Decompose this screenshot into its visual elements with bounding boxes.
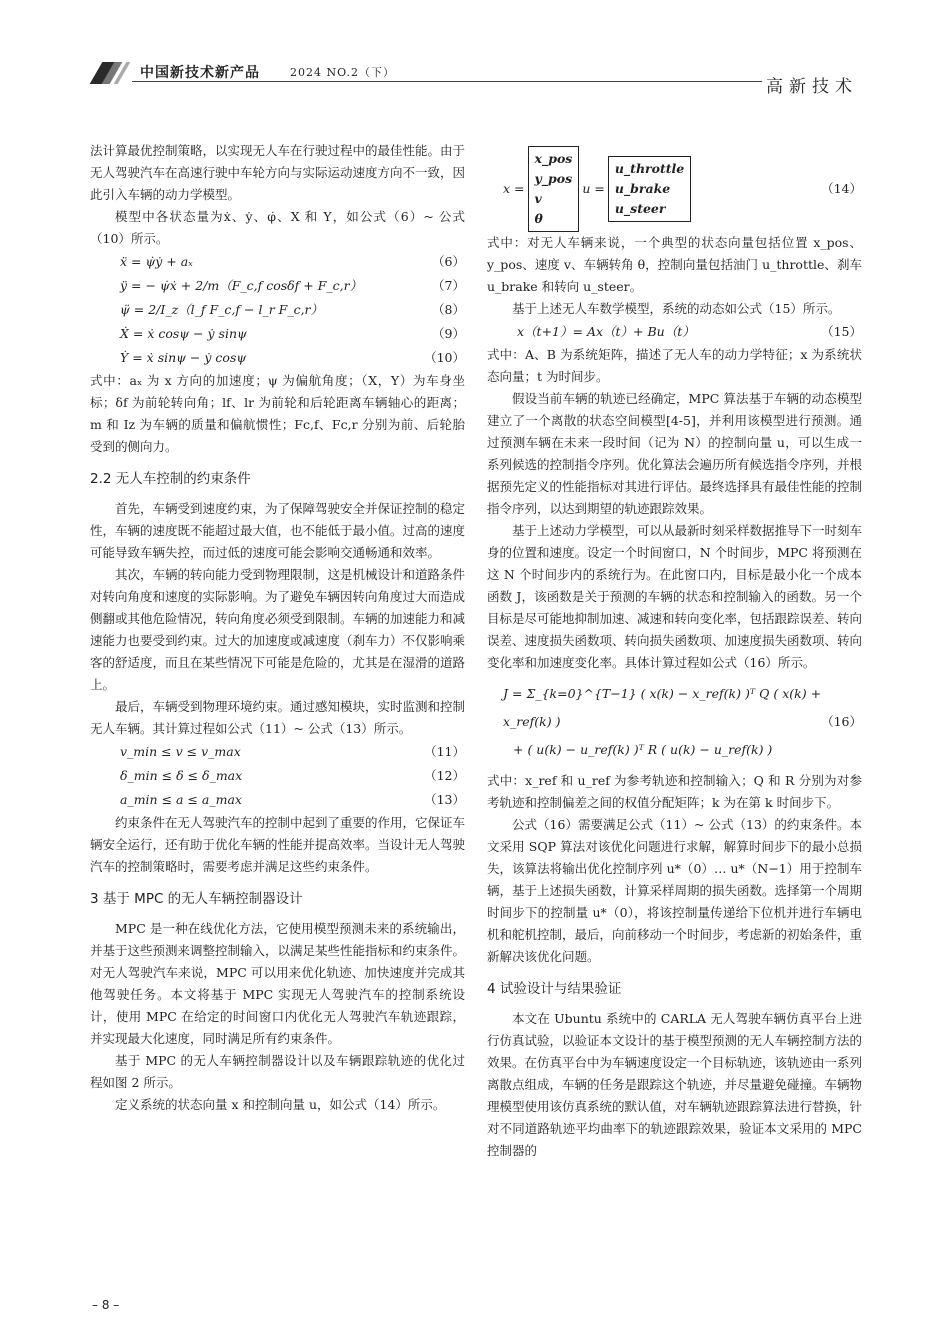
paragraph: 式中：对无人车辆来说，一个典型的状态向量包括位置 x_pos、y_pos、速度 v、车辆转角 θ，控制向量包括油门 u_throttle、刹车 u_brake 和转向 u_steer。 bbox=[487, 235, 862, 294]
equation-11: v_min ≤ v ≤ v_max （11） bbox=[120, 744, 465, 759]
paragraph: 约束条件在无人驾驶汽车的控制中起到了重要的作用，它保证车辆安全运行，还有助于优化车辆的性能并提高效率。当设计无人驾驶汽车的控制策略时，需要考虑并满足这些约束条件。 bbox=[90, 815, 466, 874]
page-header bbox=[0, 0, 950, 100]
paragraph: 式中：x_ref 和 u_ref 为参考轨迹和控制输入；Q 和 R 分别为对参考轨迹和控制偏差之间的权值分配矩阵；k 为在第 k 时间步下。 bbox=[487, 773, 862, 810]
equation-number: （16） bbox=[821, 714, 862, 729]
paragraph: 其次，车辆的转向能力受到物理限制，这是机械设计和道路条件对转向角度和速度的实际影响。为了避免车辆因转向角度过大而造成侧翻或其他危险情况，转向角度必须受到限制。车辆的加速能力和减速能力也要受到约束。过大的加速度或减速度（刹车力）不仅影响乘客的舒适度，而且在某些情况下可能是危险的，尤其是在湿滑的道路上。 bbox=[90, 567, 466, 692]
equation-12: δ_min ≤ δ ≤ δ_max （12） bbox=[120, 768, 465, 783]
left-column bbox=[90, 140, 465, 1116]
paragraph: 法计算最优控制策略，以实现无人车在行驶过程中的最佳性能。由于无人驾驶汽车在高速行驶中车轮方向与实际运动速度方向不一致，因此引入车辆的动力学模型。 bbox=[90, 143, 466, 202]
header-rule bbox=[132, 81, 762, 82]
right-column bbox=[487, 146, 862, 1162]
section-heading: 3 基于 MPC 的无人车辆控制器设计 bbox=[90, 891, 303, 907]
equation-group bbox=[90, 250, 465, 370]
paragraph: 定义系统的状态向量 x 和控制向量 u，如公式（14）所示。 bbox=[115, 1097, 446, 1112]
paragraph: 假设当前车辆的轨迹已经确定，MPC 算法基于车辆的动态模型建立了一个离散的状态空间模型[4-5]，并利用该模型进行预测。通过预测车辆在未来一段时间（记为 N）的控制向量 u，可以生成一系列候选的控制指令序列。优化算法会遍历所有候选指令序列，并根据预先定义的性能指标对其进行评估。最终选择具有最佳性能的控制指令序列，以达到期望的轨迹跟踪效果。 bbox=[487, 391, 863, 516]
paragraph: 模型中各状态量为ẋ、ẏ、φ̇、X 和 Y，如公式（6）~ 公式（10）所示。 bbox=[90, 209, 465, 246]
paragraph: 基于 MPC 的无人车辆控制器设计以及车辆跟踪轨迹的优化过程如图 2 所示。 bbox=[90, 1053, 465, 1090]
journal-title: 中国新技术新产品 bbox=[140, 65, 260, 81]
section-title: 高新技术 bbox=[766, 77, 858, 97]
paragraph: 式中：A、B 为系统矩阵，描述了无人车的动力学特征；x 为系统状态向量；t 为时间步。 bbox=[487, 347, 862, 384]
equation-7: ÿ = − ψ̇ẋ + 2/m（F_c,f cosδf + F_c,r） （7） bbox=[120, 278, 465, 293]
equation-16 bbox=[487, 680, 862, 764]
equation-9: Ẋ = ẋ cosψ − ẏ sinψ （9） bbox=[120, 326, 465, 341]
equation-8: ψ̈ = 2/I_z（l_f F_c,f − l_r F_c,r） （8） bbox=[120, 302, 465, 317]
equation-13: a_min ≤ a ≤ a_max （13） bbox=[120, 792, 465, 807]
equation-10: Ẏ = ẋ sinψ − ẏ cosψ （10） bbox=[120, 350, 465, 365]
state-vector: x_pos y_pos v θ bbox=[528, 146, 580, 232]
paragraph: 基于上述动力学模型，可以从最新时刻采样数据推导下一时刻车身的位置和速度。设定一个时间窗口，N 个时间步，MPC 将预测在这 N 个时间步内的系统行为。在此窗口内，目标是最小化一个成本函数 J，该函数是关于预测的车辆的状态和控制输入的函数。另一个目标是尽可能地抑制加速、减速和转向变化率，包括跟踪误差、转向误差、速度损失函数项、转向损失函数项、加速度损失函数项、转向变化率和加速度变化率。具体计算过程如公式（16）所示。 bbox=[487, 523, 863, 670]
equation-number: （14） bbox=[821, 181, 862, 196]
section-heading: 4 试验设计与结果验证 bbox=[487, 981, 622, 997]
page-number: – 8 – bbox=[92, 1298, 120, 1312]
issue-label: 2024 NO.2（下） bbox=[290, 66, 395, 79]
paragraph: 首先，车辆受到速度约束，为了保障驾驶安全并保证控制的稳定性，车辆的速度既不能超过最大值，也不能低于最小值。过高的速度可能导致车辆失控，而过低的速度可能会影响交通畅通和效率。 bbox=[90, 501, 466, 560]
control-vector: u_throttle u_brake u_steer bbox=[608, 156, 691, 222]
paragraph: MPC 是一种在线优化方法，它使用模型预测未来的系统输出，并基于这些预测来调整控制输入，以满足某些性能指标和约束条件。对无人驾驶汽车来说，MPC 可以用来优化轨迹、加快速度并完成其他驾驶任务。本文将基于 MPC 实现无人驾驶汽车的控制系统设计，使用 MPC 在给定的时间窗口内优化无人驾驶汽车轨迹跟踪，并实现最大化速度，同时满足所有约束条件。 bbox=[90, 921, 466, 1046]
equation-group bbox=[90, 740, 465, 812]
paragraph: 最后，车辆受到物理环境约束。通过感知模块，实时监测和控制无人车辆。其计算过程如公式（11）~ 公式（13）所示。 bbox=[90, 699, 466, 736]
paragraph: 基于上述无人车数学模型，系统的动态如公式（15）所示。 bbox=[512, 301, 841, 316]
equation-6: ẍ = ψ̇ẏ + aₓ （6） bbox=[120, 254, 465, 269]
paragraph: 公式（16）需要满足公式（11）~ 公式（13）的约束条件。本文采用 SQP 算法对该优化问题进行求解，解算时间步下的最小总损失，该算法将输出优化控制序列 u*（0）… u*（N−1）用于控制车辆，基于上述损失函数，计算采样周期的损失函数。选择第一个周期时间步下的控制量 u*（0），将该控制量传递给下位机并进行车辆电机和舵机控制，最后，向前移动一个时间步，考虑新的初始条件，重新解决该优化问题。 bbox=[487, 817, 863, 964]
paragraph: 本文在 Ubuntu 系统中的 CARLA 无人驾驶车辆仿真平台上进行仿真试验，以验证本文设计的基于模型预测的无人车辆控制方法的效果。在仿真平台中为车辆速度设定一个目标轨迹，该轨迹由一系列离散点组成，车辆的任务是跟踪这个轨迹，并尽量避免碰撞。车辆物理模型使用该仿真系统的默认值，对车辆轨迹跟踪算法进行替换，针对不同道路轨迹平均曲率下的轨迹跟踪效果，验证本文采用的 MPC 控制器的 bbox=[487, 1011, 863, 1158]
state-control-vectors: x = x_pos y_pos v θ u = u_throttle u_brake u_steer bbox=[503, 146, 694, 232]
cost-function: J = Σ_{k=0}^{T−1} ( x(k) − x_ref(k) )ᵀ Q ( x(k) + x_ref(k) ) + ( u(k) − u_ref(k) )ᵀ R ( u(k) − u_ref(k) ) bbox=[503, 686, 822, 757]
section-heading: 2.2 无人车控制的约束条件 bbox=[90, 471, 251, 487]
paragraph: 式中：aₓ 为 x 方向的加速度；ψ 为偏航角度；（X，Y）为车身坐标；δf 为前轮转向角；lf、lr 为前轮和后轮距离车辆轴心的距离；m 和 Iz 为车辆的质量和偏航惯性；Fc,f、Fc,r 分别为前、后轮胎受到的侧向力。 bbox=[90, 373, 465, 454]
equation-14 bbox=[487, 146, 862, 232]
equation-15: x（t+1）= Ax（t）+ Bu（t） （15） bbox=[517, 324, 862, 339]
